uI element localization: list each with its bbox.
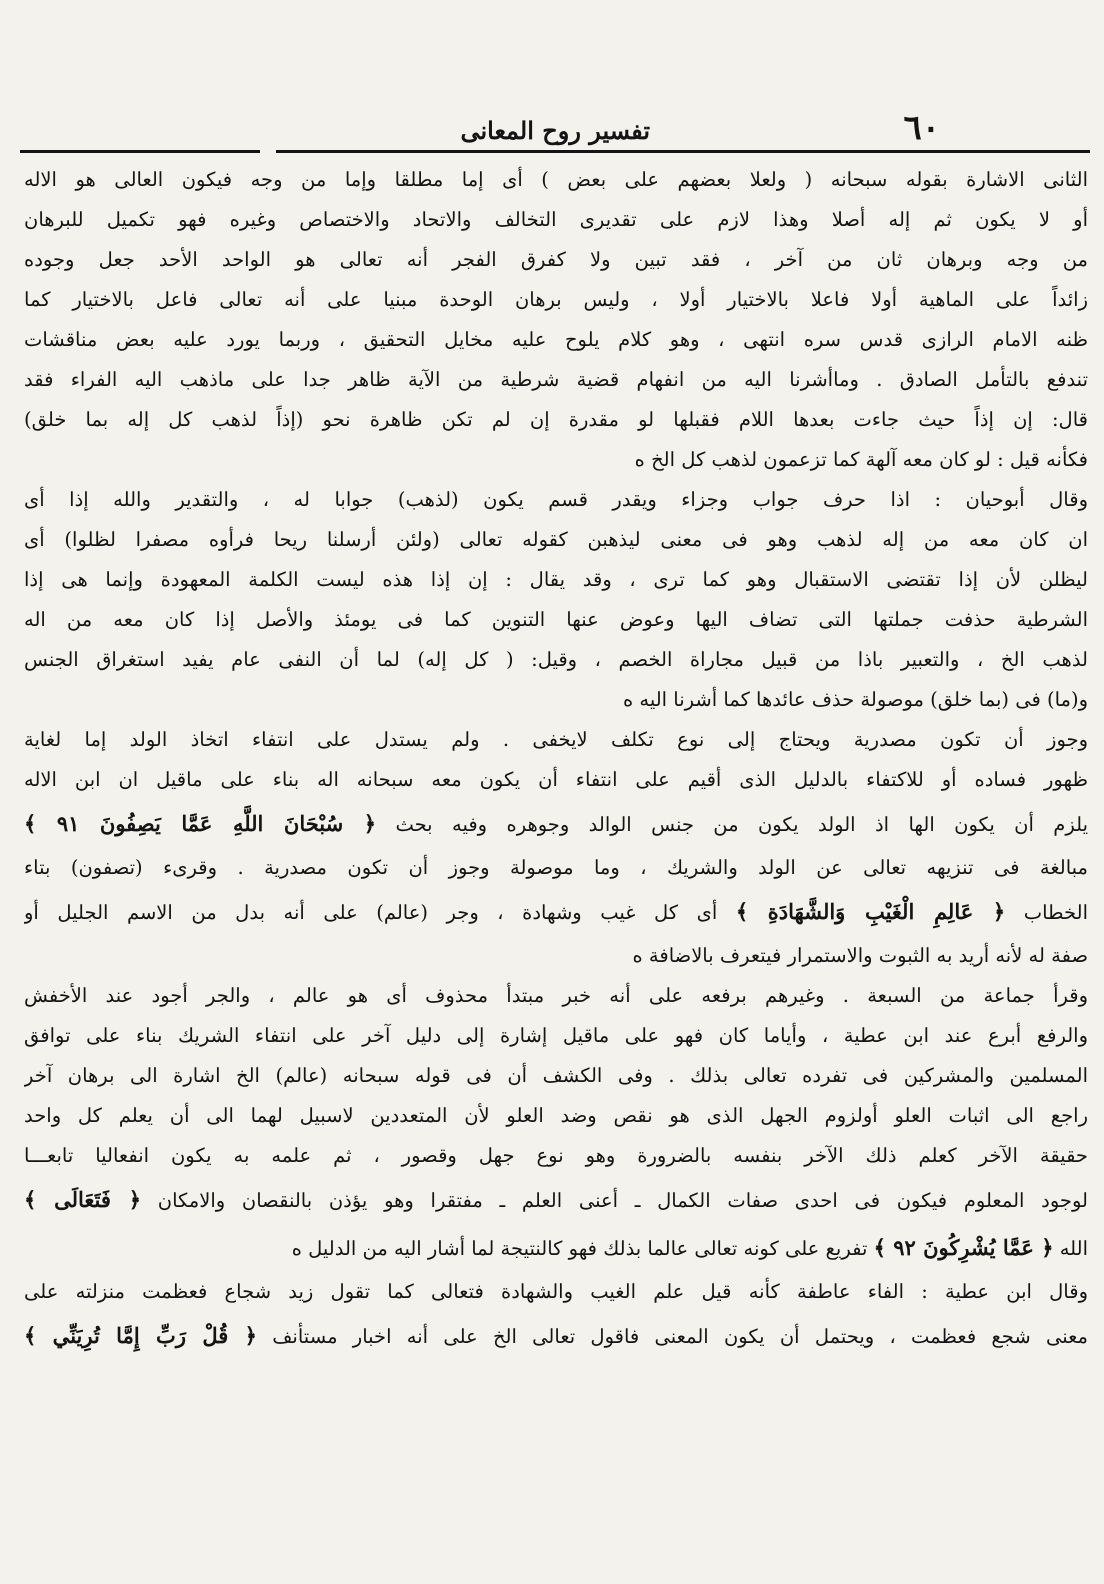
text-line bbox=[24, 1176, 1088, 1224]
quran-verse: ﴿ عَمَّا يُشْرِكُونَ ٩٢ ﴾ bbox=[873, 1235, 1054, 1260]
line-text: الله bbox=[1059, 1237, 1088, 1260]
text-line: وقال أبوحيان : اذا حرف جواب وجزاء ويقدر قسم يكون (لذهب) جوابا له ، والتقدير والله إذا أى bbox=[24, 488, 1088, 511]
text-line: صفة له لأنه أريد به الثبوت والاستمرار فيتعرف بالاضافة ه bbox=[632, 944, 1088, 967]
text-line: لذهب الخ ، والتعبير باذا من قبيل مجاراة الخصم ، وقيل: ( كل إله) لما أن النفى عام يفيد استغراق الجنس bbox=[24, 648, 1088, 671]
quran-verse: ﴿ سُبْحَانَ اللَّهِ عَمَّا يَصِفُونَ ٩١ ﴾ bbox=[24, 811, 377, 836]
line-text: تفريع على كونه تعالى عالما بذلك فهو كالنتيجة لما أشار اليه من الدليل ه bbox=[291, 1237, 868, 1260]
line-text: لوجود المعلوم فيكون فى احدى صفات الكمال ـ أعنى العلم ـ مفتقرا وهو يؤذن بالنقصان والامكان bbox=[157, 1189, 1088, 1212]
quran-verse: ﴿ فَتَعَالَى ﴾ bbox=[24, 1187, 142, 1212]
body-text bbox=[24, 160, 1088, 1360]
text-line: أو لا يكون ثم إله أصلا وهذا لازم على تقديرى التخالف والاتحاد والاختصاص وغيره فهو تكميل للبرهان bbox=[24, 208, 1088, 231]
paragraph bbox=[24, 480, 1088, 720]
line-text: يلزم أن يكون الها اذ الولد يكون من جنس الوالد وجوهره وفيه بحث bbox=[395, 813, 1088, 836]
text-line bbox=[24, 1224, 1088, 1272]
text-line bbox=[24, 888, 1088, 936]
text-line: ظهور فساده أو للاكتفاء بالدليل الذى أقيم على انتفاء أن يكون معه سبحانه اله بناء على ماقيل ان ابن الاله bbox=[24, 768, 1088, 791]
text-line: الثانى الاشارة بقوله سبحانه ( ولعلا بعضهم على بعض ) أى إما مطلقا وإما من وجه فيكون العالى هو الاله bbox=[24, 168, 1088, 191]
text-line: وجوز أن تكون مصدرية ويحتاج إلى نوع تكلف لايخفى . ولم يستدل على انتفاء اتخاذ الولد إما لغاية bbox=[24, 728, 1088, 751]
text-line: و(ما) فى (بما خلق) موصولة حذف عائدها كما أشرنا اليه ه bbox=[622, 688, 1088, 711]
paragraph bbox=[24, 976, 1088, 1272]
text-line: وقال ابن عطية : الفاء عاطفة كأنه قيل علم الغيب والشهادة فتعالى كما تقول زيد شجاع فعظمت منزلته على bbox=[24, 1280, 1088, 1303]
text-line: من وجه وبرهان ثان من آخر ، فقد تبين ولا كفرق الفجر أنه تعالى هو الواحد الأحد جعل وجوده bbox=[24, 248, 1088, 271]
page-number: ٦٠ bbox=[903, 108, 940, 148]
text-line: حقيقة الآخر كعلم ذلك الآخر بنفسه بالضرورة وهو نوع جهل وقصور ، ثم علمه به يكون انفعاليا تابعـــا bbox=[24, 1144, 1088, 1167]
text-line: ان كان معه من إله لذهب وهو فى معنى ليذهبن كقوله تعالى (ولئن أرسلنا ريحا فرأوه مصفرا لظلوا) أى bbox=[24, 528, 1088, 551]
line-text: معنى شجع فعظمت ، ويحتمل أن يكون المعنى فاقول تعالى الخ على أنه اخبار مستأنف bbox=[272, 1325, 1088, 1348]
text-line: راجع الى اثبات العلو أولزوم الجهل الذى هو نقص وضد العلو لأن المتعددين لاسبيل لهما الى أن يعلم كل واحد bbox=[24, 1104, 1088, 1127]
text-line: الشرطية حذفت جملتها التى تضاف اليها وعوض عنها التنوين كما فى يومئذ والأصل إذا كان معه من اله bbox=[24, 608, 1088, 631]
text-line: ظنه الامام الرازى قدس سره انتهى ، وهو كلام يلوح عليه مخايل التحقيق ، وربما يورد عليه بعض مناقشات bbox=[24, 328, 1088, 351]
text-line bbox=[24, 800, 1088, 848]
text-line: قال: إن إذاً حيث جاءت بعدها اللام فقبلها لو مقدرة إن لم تكن ظاهرة نحو (إذاً لذهب كل إله بما خلق) bbox=[24, 408, 1088, 431]
quran-verse: ﴿ عَالِمِ الْغَيْبِ وَالشَّهَادَةِ ﴾ bbox=[735, 899, 1006, 924]
text-line: زائداً على الماهية أولا فاعلا بالاختيار أولا ، وليس برهان الوحدة مبنيا على أنه تعالى فاعل بالاختيار كما bbox=[24, 288, 1088, 311]
page-header bbox=[20, 108, 1090, 152]
line-text: أى كل غيب وشهادة ، وجر (عالم) على أنه بدل من الاسم الجليل أو bbox=[24, 901, 718, 924]
paragraph bbox=[24, 720, 1088, 976]
header-rule bbox=[276, 150, 1090, 153]
text-line: تندفع بالتأمل الصادق . وماأشرنا اليه من انفهام قضية شرطية من الآية ظاهر جدا على ماذهب اليه الفراء فقد bbox=[24, 368, 1088, 391]
text-line: والرفع أبرع عند ابن عطية ، وأياما كان فهو على ماقيل إشارة إلى دليل آخر على انتفاء الشريك بناء على توافق bbox=[24, 1024, 1088, 1047]
text-line: فكأنه قيل : لو كان معه آلهة كما تزعمون لذهب كل الخ ه bbox=[634, 448, 1088, 471]
quran-verse: ﴿ قُلْ رَبِّ إِمَّا تُرِيَنِّي ﴾ bbox=[24, 1323, 257, 1348]
running-title: تفسير روح المعانى bbox=[460, 116, 650, 145]
text-line: المسلمين والمشركين فى تفرده تعالى بذلك . وفى الكشف أن فى قوله سبحانه (عالم) الخ اشارة الى برهان آخر bbox=[24, 1064, 1088, 1087]
header-rule-short bbox=[20, 150, 260, 153]
paragraph bbox=[24, 160, 1088, 480]
paragraph bbox=[24, 1272, 1088, 1360]
text-line: مبالغة فى تنزيهه تعالى عن الولد والشريك ، وما موصولة وجوز أن تكون مصدرية . وقرىء (تصفون) بتاء bbox=[24, 856, 1088, 879]
text-line bbox=[24, 1312, 1088, 1360]
text-line: وقرأ جماعة من السبعة . وغيرهم برفعه على أنه خبر مبتدأ محذوف أى هو عالم ، والجر أجود عند الأخفش bbox=[24, 984, 1088, 1007]
text-line: ليظلن لأن إذا تقتضى الاستقبال وهو كما ترى ، وقد يقال : إن إذا هذه ليست الكلمة المعهودة وإنما هى إذا bbox=[24, 568, 1088, 591]
line-text: الخطاب bbox=[1023, 901, 1088, 924]
